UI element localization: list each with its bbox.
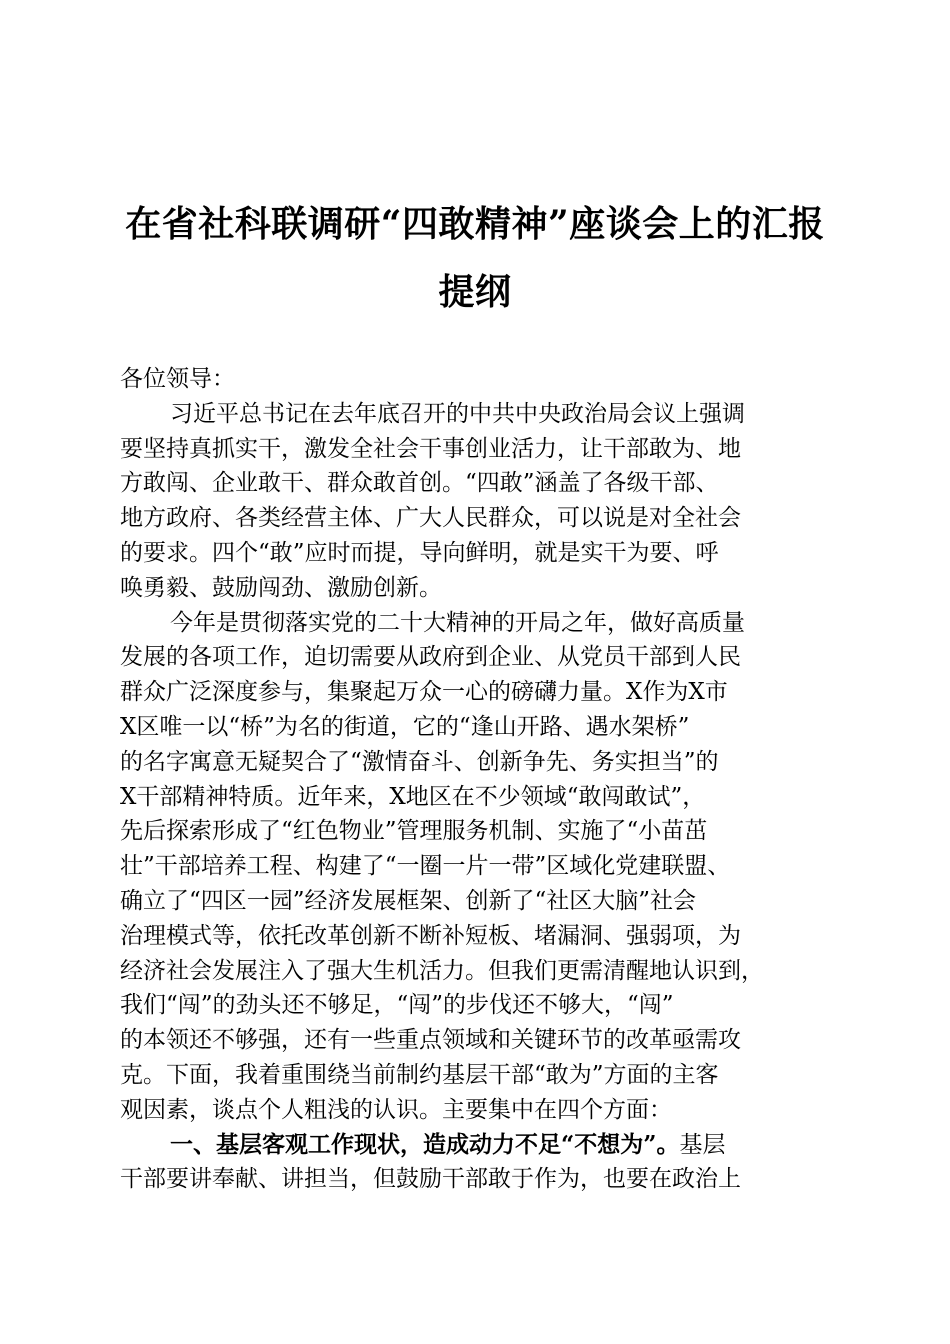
paragraph-line: 地方政府、各类经营主体、广大人民群众，可以说是对全社会 [120, 505, 741, 532]
section-1-text: 基层 [679, 1131, 726, 1158]
paragraph-line: 壮”干部培养工程、构建了“一圈一片一带”区域化党建联盟、 [120, 853, 731, 880]
title-line: 提纲 [438, 271, 512, 313]
paragraph-2 [120, 606, 832, 1128]
paragraph-line: 习近平总书记在去年底召开的中共中央政治局会议上强调 [170, 400, 745, 427]
document-title [110, 190, 840, 326]
section-1-first-line [120, 1128, 832, 1163]
paragraph-line: 的名字寓意无疑契合了“激情奋斗、创新争先、务实担当”的 [120, 748, 719, 775]
paragraph-line: 确立了“四区一园”经济发展框架、创新了“社区大脑”社会 [120, 887, 697, 914]
paragraph-line: 我们“闯”的劲头还不够足，“闯”的步伐还不够大，“闯” [120, 992, 674, 1019]
paragraph-line: X干部精神特质。近年来，X地区在不少领域“敢闯敢试”， [120, 783, 706, 810]
paragraph-line: 先后探索形成了“红色物业”管理服务机制、实施了“小苗茁 [120, 818, 708, 845]
paragraph-line: 的要求。四个“敢”应时而提，导向鲜明，就是实干为要、呼 [120, 539, 719, 566]
paragraph-1 [120, 397, 832, 606]
paragraph-line: 克。下面，我着重围绕当前制约基层干部“敢为”方面的主客 [120, 1061, 719, 1088]
paragraph-line: 群众广泛深度参与，集聚起万众一心的磅礴力量。X作为X市 [120, 679, 728, 706]
title-line: 在省社科联调研“四敢精神”座谈会上的汇报 [125, 203, 825, 245]
paragraph-line: X区唯一以“桥”为名的街道，它的“逢山开路、遇水架桥” [120, 713, 690, 740]
paragraph-line: 方敢闯、企业敢干、群众敢首创。“四敢”涵盖了各级干部、 [120, 470, 719, 497]
section-1 [120, 1128, 832, 1198]
paragraph-line: 观因素，谈点个人粗浅的认识。主要集中在四个方面： [120, 1096, 672, 1123]
paragraph-line: 要坚持真抓实干，激发全社会干事创业活力，让干部敢为、地 [120, 435, 741, 462]
section-1-heading: 一、基层客观工作现状，造成动力不足“不想为”。 [170, 1130, 680, 1158]
paragraph-line: 干部要讲奉献、讲担当，但鼓励干部敢于作为，也要在政治上 [120, 1166, 741, 1193]
salutation: 各位领导： [120, 366, 235, 392]
paragraph-line: 经济社会发展注入了强大生机活力。但我们更需清醒地认识到， [120, 957, 764, 984]
paragraph-line: 今年是贯彻落实党的二十大精神的开局之年，做好高质量 [170, 609, 745, 636]
paragraph-line: 的本领还不够强，还有一些重点领域和关键环节的改革亟需攻 [120, 1027, 741, 1054]
paragraph-line: 发展的各项工作，迫切需要从政府到企业、从党员干部到人民 [120, 644, 741, 671]
paragraph-line: 治理模式等，依托改革创新不断补短板、堵漏洞、强弱项，为 [120, 922, 741, 949]
document-body [120, 362, 832, 1197]
paragraph-line: 唤勇毅、鼓励闯劲、激励创新。 [120, 574, 442, 601]
